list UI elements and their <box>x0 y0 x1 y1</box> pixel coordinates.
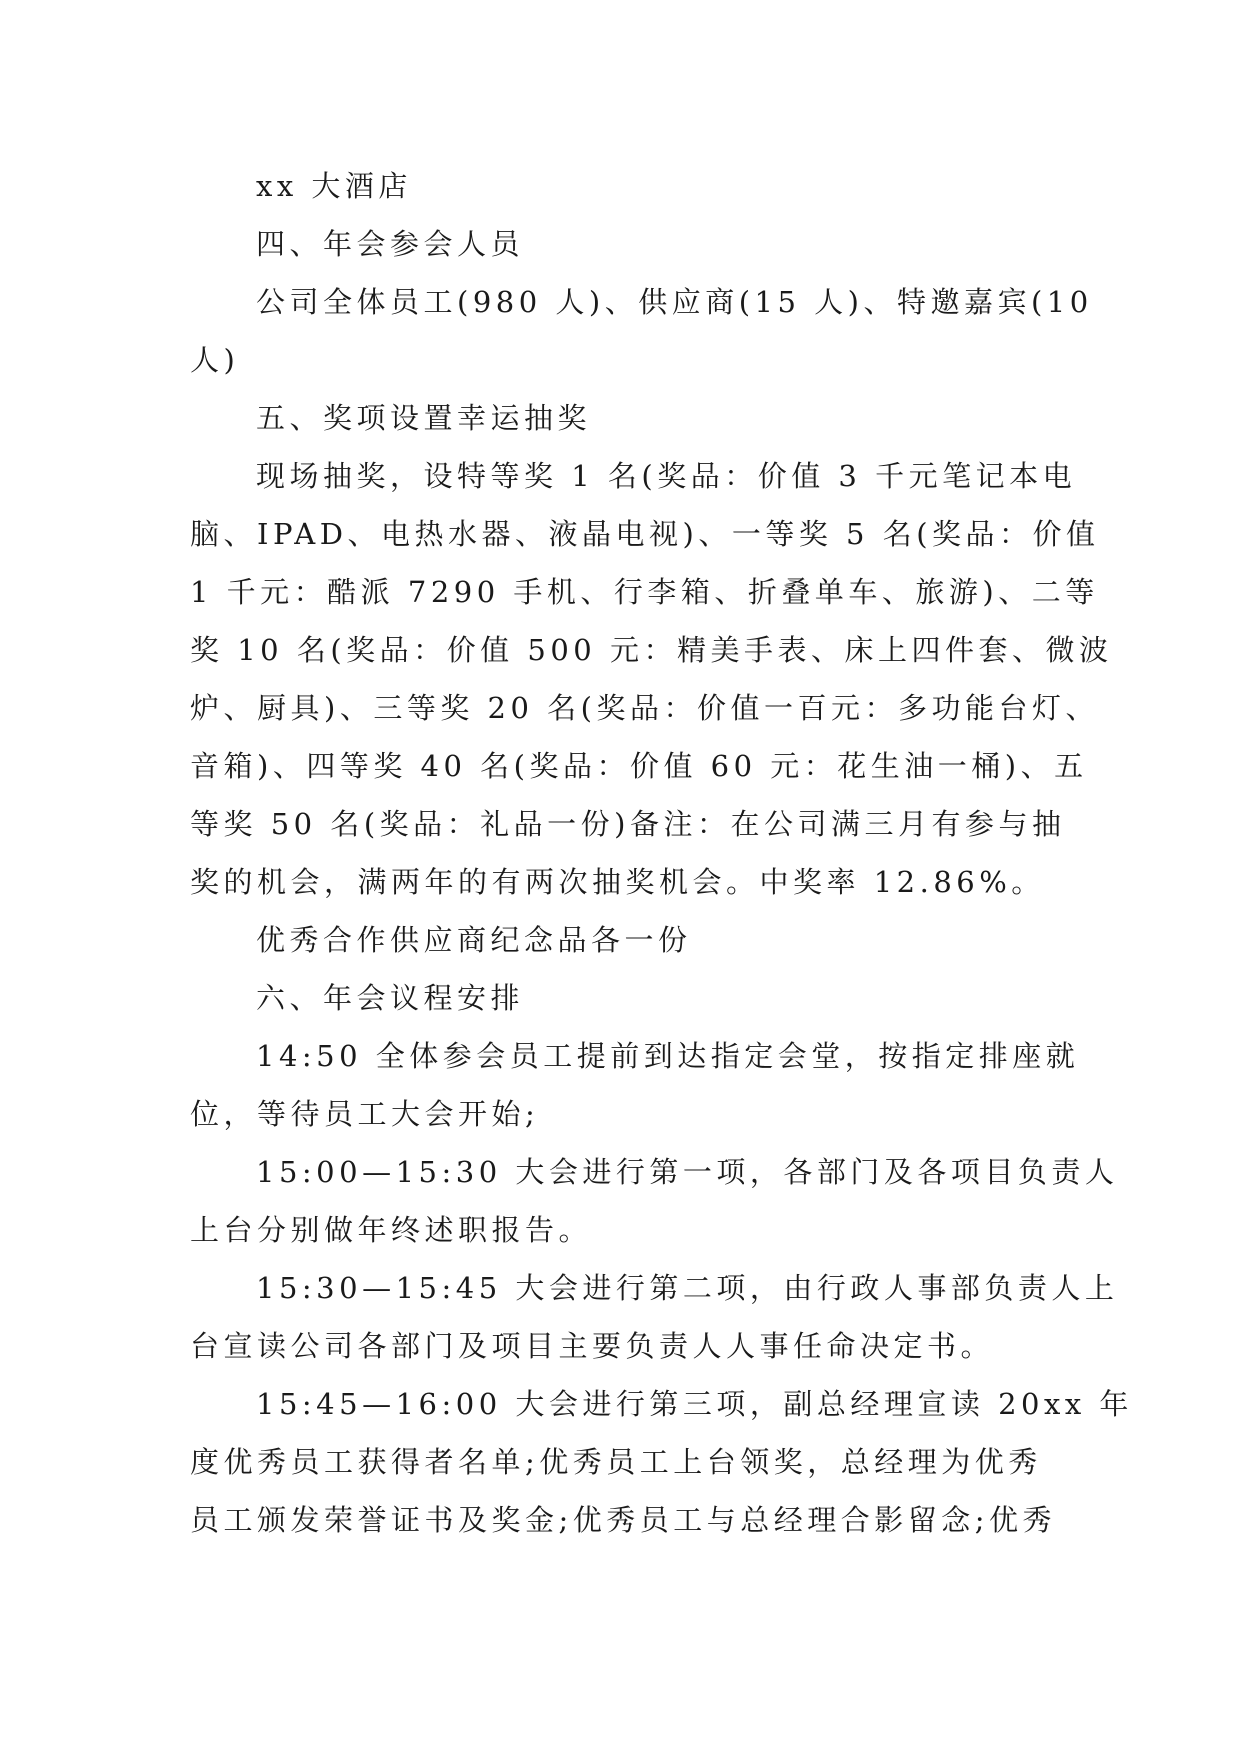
paragraph-line: 上台分别做年终述职报告。 <box>190 1213 593 1247</box>
paragraph-line: 奖 10 名(奖品：价值 500 元：精美手表、床上四件套、微波 <box>190 633 1113 667</box>
paragraph-line: 炉、厨具)、三等奖 20 名(奖品：价值一百元：多功能台灯、 <box>190 691 1099 725</box>
venue-line: xx 大酒店 <box>256 169 412 203</box>
paragraph-line: 度优秀员工获得者名单;优秀员工上台领奖，总经理为优秀 <box>190 1445 1042 1479</box>
paragraph-line: 公司全体员工(980 人)、供应商(15 人)、特邀嘉宾(10 <box>256 285 1093 319</box>
section-heading-agenda: 六、年会议程安排 <box>256 981 525 1015</box>
section-heading-prizes: 五、奖项设置幸运抽奖 <box>256 401 592 435</box>
paragraph-line: 员工颁发荣誉证书及奖金;优秀员工与总经理合影留念;优秀 <box>190 1503 1057 1537</box>
paragraph-line: 台宣读公司各部门及项目主要负责人人事任命决定书。 <box>190 1329 995 1363</box>
paragraph-line: 等奖 50 名(奖品：礼品一份)备注：在公司满三月有参与抽 <box>190 807 1066 841</box>
section-heading-attendees: 四、年会参会人员 <box>256 227 525 261</box>
paragraph-line: 现场抽奖，设特等奖 1 名(奖品：价值 3 千元笔记本电 <box>256 459 1077 493</box>
paragraph-line: 1 千元：酷派 7290 手机、行李箱、折叠单车、旅游)、二等 <box>190 575 1099 609</box>
paragraph-line: 脑、IPAD、电热水器、液晶电视)、一等奖 5 名(奖品：价值 <box>190 517 1100 551</box>
paragraph-line: 15:45—16:00 大会进行第三项，副总经理宣读 20xx 年 <box>256 1387 1133 1421</box>
paragraph-line: 奖的机会，满两年的有两次抽奖机会。中奖率 12.86%。 <box>190 865 1045 899</box>
paragraph-line: 15:00—15:30 大会进行第一项，各部门及各项目负责人 <box>256 1155 1119 1189</box>
paragraph-line: 人) <box>190 343 240 377</box>
paragraph-line: 音箱)、四等奖 40 名(奖品：价值 60 元：花生油一桶)、五 <box>190 749 1088 783</box>
paragraph-line: 14:50 全体参会员工提前到达指定会堂，按指定排座就 <box>256 1039 1080 1073</box>
paragraph-line: 15:30—15:45 大会进行第二项，由行政人事部负责人上 <box>256 1271 1119 1305</box>
paragraph-line: 优秀合作供应商纪念品各一份 <box>256 923 692 957</box>
paragraph-line: 位，等待员工大会开始; <box>190 1097 540 1131</box>
